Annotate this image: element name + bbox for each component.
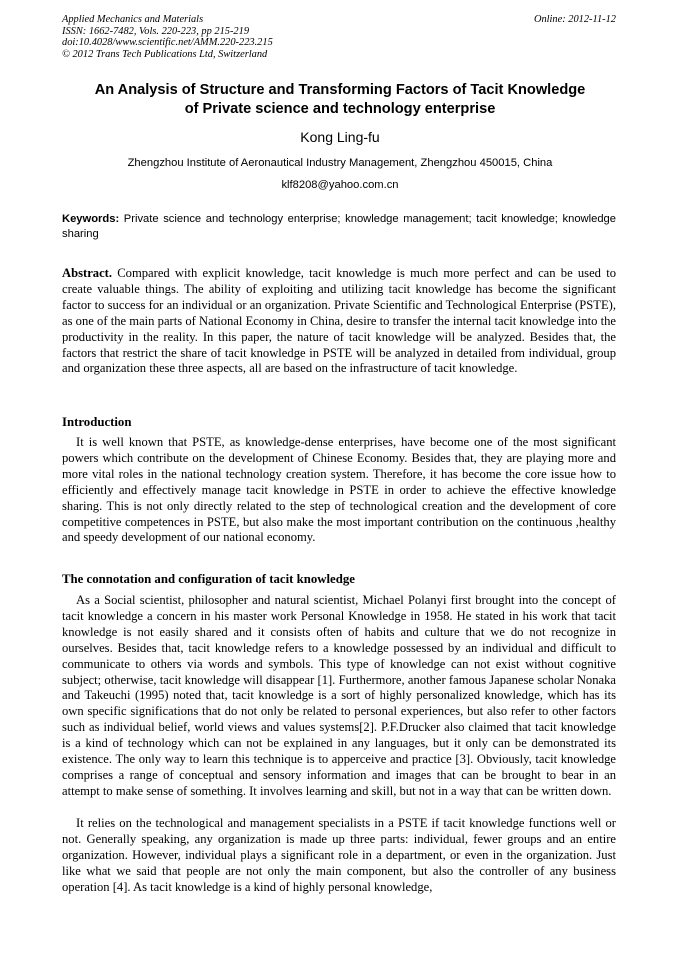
issn-line: ISSN: 1662-7482, Vols. 220-223, pp 215-219 bbox=[62, 25, 250, 37]
abstract-text: Compared with explicit knowledge, tacit knowledge is much more perfect and can be used to create valuable things. The ability of exploiting and utilizing tacit knowledge has become the significant factor to success for an individual or an organization. Private Scientific and Technological Enterprise (PSTE), as one of the main parts of National Economy in China, desire to transfer the internal tacit knowledge into the productivity in the reality. In this paper, the nature of tacit knowledge will be analyzed. Besides that, the factors that restrict the share of tacit knowledge in PSTE will be analyzed in detailed from individual, group and organization these three aspects, all are based on the infrastructure of tacit knowledge. bbox=[62, 266, 616, 376]
journal-name: Applied Mechanics and Materials bbox=[62, 14, 204, 25]
doi-line: doi:10.4028/www.scientific.net/AMM.220-223.215 bbox=[62, 37, 273, 49]
connotation-paragraph-1: As a Social scientist, philosopher and natural scientist, Michael Polanyi first brought into the concept of tacit knowledge a concern in his master work Personal Knowledge in 1958. He stated in his work that tacit knowledge is not easily shared and it consists often of habits and culture that we do not recognize in ourselves. Besides that, tacit knowledge refers to a knowledge possessed by an individual and difficult to communicate to others via words and symbols. This type of knowledge can not exist without cognitive subject; otherwise, tacit knowledge will disappear [1]. Furthermore, another famous Japanese scholar Nonaka and Takeuchi (1995) noted that, tacit knowledge is a sort of highly personalized knowledge, which has its own specific significations that do not only be related to personal experiences, but also refer to other factors such as individual belief, world views and values systems[2]. P.F.Drucker also claimed that tacit knowledge is a kind of technology which can not be explained in any languages, but it only can be demonstrated its existence. The only way to learn this technique is to apperceive and practice [3]. Obviously, tacit knowledge comprises a range of conceptual and sensory information and images that can be brought to bear in an attempt to make sense of something. It involves learning and skill, but not in a way that can be written down. bbox=[62, 593, 616, 798]
keywords-label: Keywords: bbox=[62, 213, 120, 225]
introduction-paragraph: It is well known that PSTE, as knowledge-dense enterprises, have become one of the most significant powers which contribute on the development of Chinese Economy. Besides that, they are playing more and more vital roles in the national technology creation system. Therefore, it has become the core issue how to efficiently and effectively manage tacit knowledge in PSTE in order to achieve the effective knowledge sharing. This is not only directly related to the step of technological creation and the development of core competitive competences in PSTE, but also make the most important contribution on the continuous ,healthy and speedy development of our national economy. bbox=[62, 435, 616, 545]
online-date: Online: 2012-11-12 bbox=[533, 14, 616, 25]
keywords-block bbox=[62, 212, 616, 241]
keywords-text: Private science and technology enterprise; knowledge management; tacit knowledge; knowledge sharing bbox=[62, 213, 616, 240]
journal-header bbox=[62, 14, 273, 60]
abstract-block bbox=[62, 266, 616, 377]
section-heading-connotation: The connotation and configuration of tacit knowledge bbox=[62, 572, 355, 586]
copyright-line: © 2012 Trans Tech Publications Ltd, Switzerland bbox=[62, 48, 268, 60]
abstract-label: Abstract. bbox=[62, 266, 113, 280]
paper-title bbox=[56, 81, 624, 119]
section-heading-introduction: Introduction bbox=[62, 415, 132, 429]
connotation-paragraph-2: It relies on the technological and management specialists in a PSTE if tacit knowledge functions well or not. Generally speaking, any organization is made up three parts: individual, fewer groups and an entire organization. However, individual plays a significant role in a department, or even in the organization. Just like what we said that people are not only the main component, but also the controller of any business operation [4]. As tacit knowledge is a kind of highly personal knowledge, bbox=[62, 816, 616, 894]
author-name: Kong Ling-fu bbox=[300, 129, 380, 145]
title-line-2: of Private science and technology enterprise bbox=[184, 101, 496, 117]
author-email: klf8208@yahoo.com.cn bbox=[281, 179, 399, 191]
author-affiliation: Zhengzhou Institute of Aeronautical Industry Management, Zhengzhou 450015, China bbox=[127, 157, 553, 169]
title-line-1: An Analysis of Structure and Transforming Factors of Tacit Knowledge bbox=[94, 82, 586, 98]
